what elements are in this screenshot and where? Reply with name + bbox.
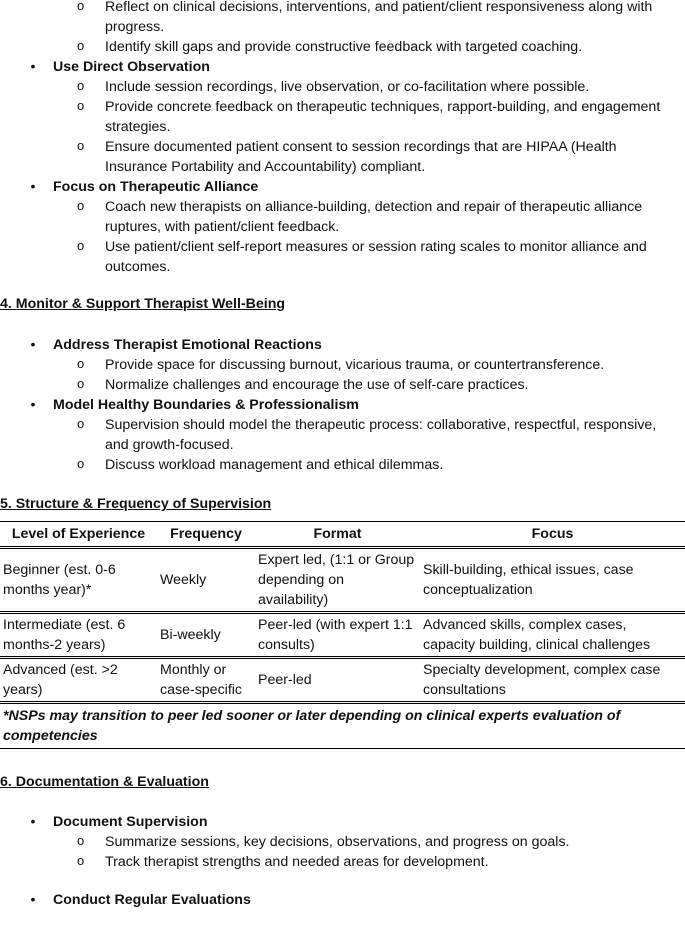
- circle-bullet-icon: o: [77, 416, 85, 431]
- table-cell: Specialty development, complex case consultations: [420, 658, 685, 703]
- column-header: Focus: [420, 522, 685, 548]
- table-cell: Peer-led (with expert 1:1 consults): [255, 613, 420, 658]
- sub-list-item: o Summarize sessions, key decisions, observations, and progress on goals.: [77, 833, 570, 850]
- sub-list-item: o Identify skill gaps and provide constructive feedback with targeted coaching.: [77, 38, 583, 55]
- list-item-title: Focus on Therapeutic Alliance: [53, 179, 259, 195]
- table-footnote-row: [0, 703, 685, 749]
- list-item-title: Conduct Regular Evaluations: [53, 892, 251, 908]
- circle-bullet-icon: o: [77, 0, 85, 13]
- section-heading: 4. Monitor & Support Therapist Well-Being: [0, 296, 286, 312]
- table-header-row: [0, 522, 685, 548]
- list-item-title: Address Therapist Emotional Reactions: [53, 337, 322, 353]
- section6-bullet-list: [0, 812, 685, 910]
- bullet-icon: •: [30, 179, 36, 195]
- list-item: [0, 0, 685, 57]
- table-row: [0, 548, 685, 613]
- sub-list-item: o Coach new therapists on alliance-building, detection and repair of therapeutic alliance ruptures, with patient/client feedback.: [77, 198, 643, 235]
- circle-bullet-icon: o: [77, 376, 85, 391]
- sub-list-item: o Use patient/client self-report measures or session rating scales to monitor alliance and outcomes.: [77, 238, 647, 275]
- list-item: [0, 812, 685, 872]
- table-cell: Skill-building, ethical issues, case conceptualization: [420, 548, 685, 613]
- list-item-title: Use Direct Observation: [53, 59, 210, 75]
- table-row: [0, 658, 685, 703]
- section-heading: 6. Documentation & Evaluation: [0, 774, 209, 790]
- sub-list-item: o Reflect on clinical decisions, interventions, and patient/client responsiveness along with progress.: [0, 0, 685, 37]
- table-cell: Peer-led: [255, 658, 420, 703]
- list-item: [0, 395, 685, 475]
- circle-bullet-icon: o: [77, 238, 85, 253]
- table-cell: Intermediate (est. 6 months-2 years): [0, 613, 157, 658]
- column-header: Frequency: [157, 522, 255, 548]
- sub-list-item: o Normalize challenges and encourage the use of self-care practices.: [77, 376, 529, 393]
- top-bullet-list: [0, 0, 685, 277]
- table-footnote: *NSPs may transition to peer led sooner or later depending on clinical experts evaluation of competencies: [0, 703, 685, 749]
- table-cell: Monthly or case-specific: [157, 658, 255, 703]
- circle-bullet-icon: o: [77, 833, 85, 848]
- sub-list-item: o Supervision should model the therapeutic process: collaborative, respectful, responsive, and growth-focused.: [77, 416, 657, 453]
- table-cell: Beginner (est. 0-6 months year)*: [0, 548, 157, 613]
- list-item: [0, 57, 685, 177]
- table-cell: Bi-weekly: [157, 613, 255, 658]
- bullet-icon: •: [30, 337, 36, 353]
- list-item-title: Model Healthy Boundaries & Professionalism: [53, 397, 359, 413]
- section4-bullet-list: [0, 335, 685, 475]
- sub-list-item: o Track therapist strengths and needed areas for development.: [77, 853, 489, 870]
- circle-bullet-icon: o: [77, 356, 85, 371]
- sub-list-item: o Ensure documented patient consent to session recordings that are HIPAA (Health Insurance Portability and Accountability) compliant.: [77, 138, 617, 175]
- bullet-icon: •: [30, 59, 36, 75]
- list-item: [0, 890, 685, 910]
- circle-bullet-icon: o: [77, 78, 85, 93]
- list-item: [0, 177, 685, 277]
- bullet-icon: •: [30, 814, 36, 830]
- table-row: [0, 613, 685, 658]
- list-item-title: Document Supervision: [53, 814, 208, 830]
- sub-list-item: o Discuss workload management and ethical dilemmas.: [77, 456, 444, 473]
- sub-list-item: o Include session recordings, live observation, or co-facilitation where possible.: [77, 78, 590, 95]
- circle-bullet-icon: o: [77, 38, 85, 53]
- supervision-frequency-table: [0, 521, 685, 749]
- column-header: Format: [255, 522, 420, 548]
- bullet-icon: •: [30, 892, 36, 908]
- column-header: Level of Experience: [0, 522, 157, 548]
- table-cell: Advanced skills, complex cases, capacity building, clinical challenges: [420, 613, 685, 658]
- table-cell: Advanced (est. >2 years): [0, 658, 157, 703]
- sub-list-item: o Provide space for discussing burnout, vicarious trauma, or countertransference.: [77, 356, 605, 373]
- circle-bullet-icon: o: [77, 456, 85, 471]
- table-cell: Expert led, (1:1 or Group depending on availability): [255, 548, 420, 613]
- circle-bullet-icon: o: [77, 98, 85, 113]
- bullet-icon: •: [30, 397, 36, 413]
- sub-list-item: o Provide concrete feedback on therapeutic techniques, rapport-building, and engagement strategies.: [77, 98, 661, 135]
- circle-bullet-icon: o: [77, 853, 85, 868]
- circle-bullet-icon: o: [77, 198, 85, 213]
- table-cell: Weekly: [157, 548, 255, 613]
- section-heading: 5. Structure & Frequency of Supervision: [0, 496, 272, 512]
- circle-bullet-icon: o: [77, 138, 85, 153]
- list-item: [0, 335, 685, 395]
